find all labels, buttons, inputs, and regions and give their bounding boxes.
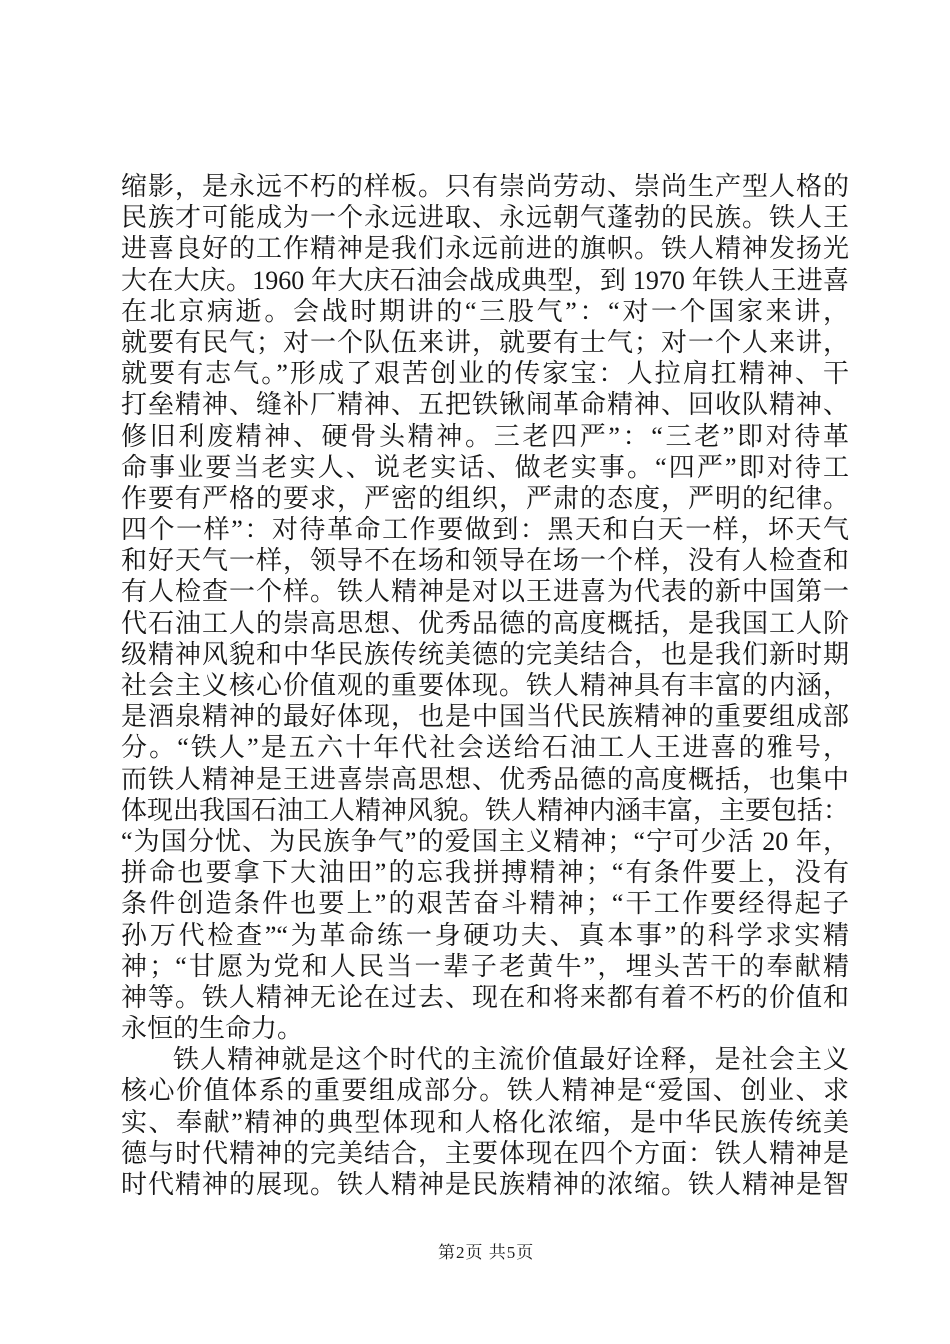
page-number: 第2页 共5页 [438, 1243, 535, 1262]
text-line: 拼命也要拿下大油田”的忘我拼搏精神；“有条件要上，没有 [121, 858, 849, 888]
text-line: 时代精神的展现。铁人精神是民族精神的浓缩。铁人精神是智 [121, 1170, 849, 1199]
text-line: 神等。铁人精神无论在过去、现在和将来都有着不朽的价值和 [121, 982, 849, 1012]
text-line: 德与时代精神的完美结合，主要体现在四个方面：铁人精神是 [121, 1138, 849, 1168]
text-line: 四个一样”：对待革命工作要做到：黑天和白天一样，坏天气 [121, 515, 849, 545]
text-line: 是酒泉精神的最好体现，也是中国当代民族精神的重要组成部 [121, 702, 849, 732]
text-line: 在北京病逝。会战时期讲的“三股气”：“对一个国家来讲， [121, 296, 849, 326]
paragraph [121, 171, 849, 1044]
text-line: “为国分忧、为民族争气”的爱国主义精神；“宁可少活 20 年， [121, 826, 849, 856]
text-line: 代石油工人的崇高思想、优秀品德的高度概括，是我国工人阶 [121, 608, 849, 638]
text-line: 核心价值体系的重要组成部分。铁人精神是“爱国、创业、求 [121, 1076, 849, 1106]
text-line: 分。“铁人”是五六十年代社会送给石油工人王进喜的雅号， [121, 733, 849, 763]
text-line: 打垒精神、缝补厂精神、五把铁锹闹革命精神、回收队精神、 [121, 390, 849, 420]
text-line: 命事业要当老实人、说老实话、做老实事。“四严”即对待工 [121, 452, 849, 482]
text-line: 铁人精神就是这个时代的主流价值最好诠释，是社会主义 [173, 1045, 849, 1075]
text-line: 而铁人精神是王进喜崇高思想、优秀品德的高度概括，也集中 [121, 764, 849, 794]
text-line: 社会主义核心价值观的重要体现。铁人精神具有丰富的内涵， [121, 671, 849, 700]
text-line: 永恒的生命力。 [121, 1014, 304, 1044]
text-line: 孙万代检查”“为革命练一身硬功夫、真本事”的科学求实精 [121, 920, 849, 950]
text-line: 就要有民气；对一个队伍来讲，就要有士气；对一个人来讲， [121, 327, 849, 357]
text-line: 作要有严格的要求，严密的组织，严肃的态度，严明的纪律。 [121, 483, 849, 513]
text-line: 有人检查一个样。铁人精神是对以王进喜为代表的新中国第一 [121, 577, 849, 607]
text-line: 民族才可能成为一个永远进取、永远朝气蓬勃的民族。铁人王 [121, 203, 849, 233]
text-line: 条件创造条件也要上”的艰苦奋斗精神；“干工作要经得起子 [121, 889, 849, 919]
paragraph [121, 1044, 849, 1200]
text-line: 进喜良好的工作精神是我们永远前进的旗帜。铁人精神发扬光 [121, 234, 849, 264]
document-body [121, 171, 849, 1200]
text-line: 体现出我国石油工人精神风貌。铁人精神内涵丰富，主要包括： [121, 795, 849, 825]
text-line: 缩影，是永远不朽的样板。只有崇尚劳动、崇尚生产型人格的 [121, 172, 849, 201]
text-line: 修旧利废精神、硬骨头精神。三老四严”：“三老”即对待革 [121, 421, 849, 451]
text-line: 神；“甘愿为党和人民当一辈子老黄牛”，埋头苦干的奉献精 [121, 951, 849, 981]
text-line: 就要有志气。”形成了艰苦创业的传家宝：人拉肩扛精神、干 [121, 359, 849, 389]
text-line: 实、奉献”精神的典型体现和人格化浓缩，是中华民族传统美 [121, 1107, 849, 1137]
text-line: 级精神风貌和中华民族传统美德的完美结合，也是我们新时期 [121, 639, 849, 669]
page-footer [438, 1243, 534, 1263]
text-line: 和好天气一样，领导不在场和领导在场一个样，没有人检查和 [121, 546, 849, 576]
text-line: 大在大庆。1960 年大庆石油会战成典型，到 1970 年铁人王进喜 [121, 265, 849, 295]
